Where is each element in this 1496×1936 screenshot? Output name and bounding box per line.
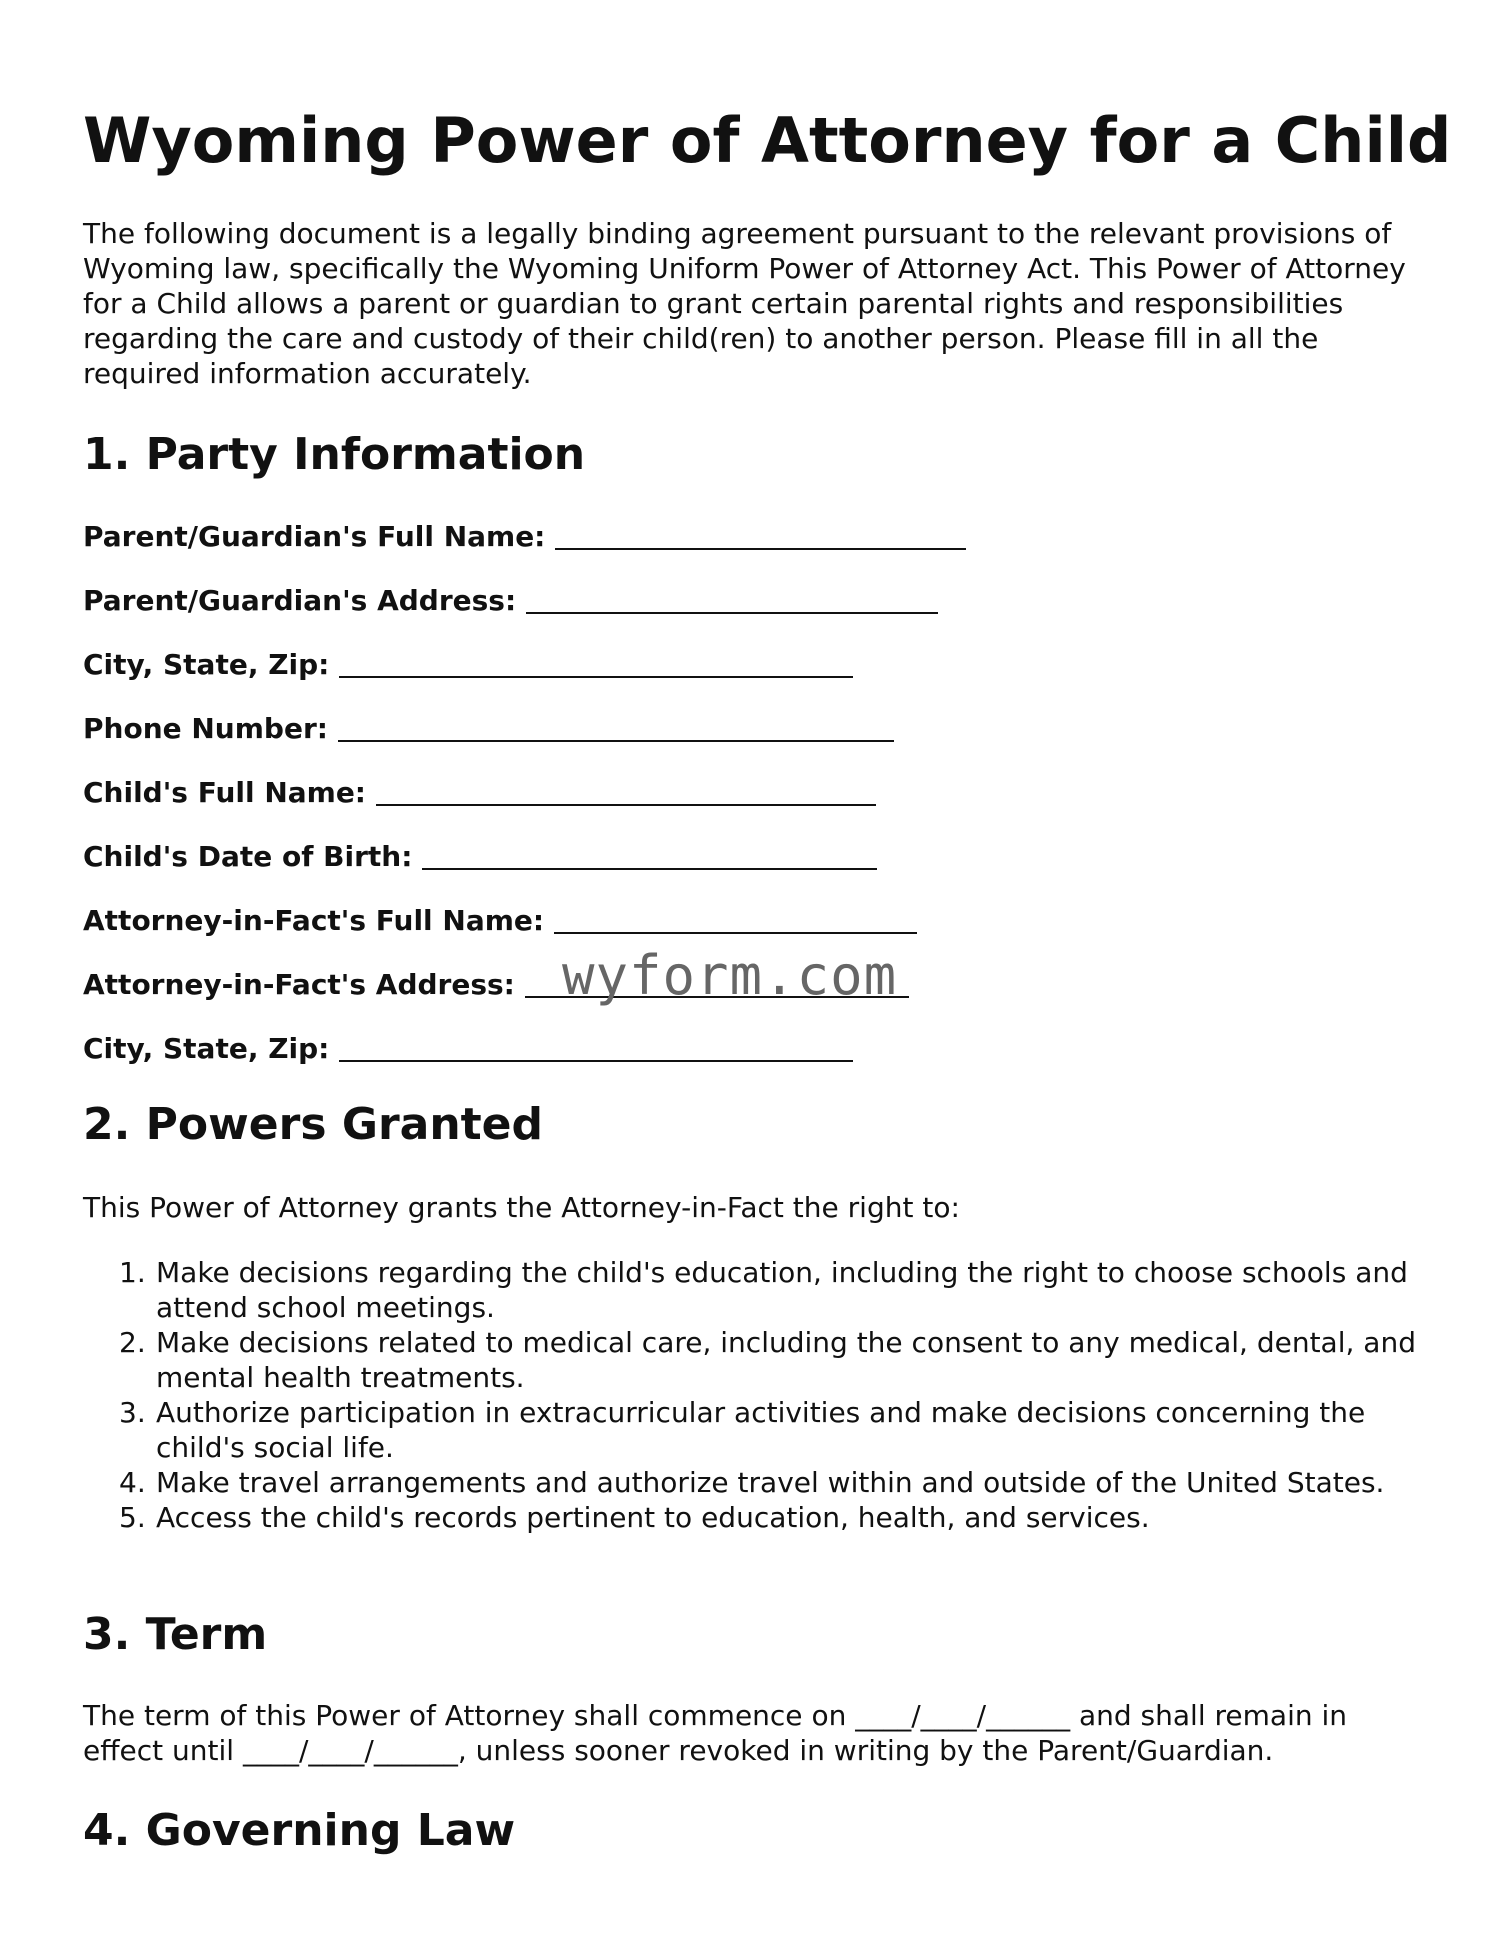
blank-line[interactable]: [526, 582, 938, 614]
list-item-text: Authorize participation in extracurricular activities and make decisions concerning the child's social life.: [156, 1396, 1366, 1464]
list-item-text: Make travel arrangements and authorize travel within and outside of the United States.: [156, 1466, 1385, 1499]
field-label: City, State, Zip:: [83, 648, 330, 681]
field-label: City, State, Zip:: [83, 1032, 330, 1065]
term-paragraph: The term of this Power of Attorney shall commence on ____/____/______ and shall remain in effect until ____/____/______, unless sooner revoked in writing by the Parent/Guardian.: [83, 1699, 1348, 1767]
parent-full-name-field[interactable]: [83, 514, 966, 554]
parent-address-field[interactable]: [83, 578, 938, 618]
attorney-full-name-field[interactable]: [83, 898, 917, 938]
list-item: [83, 1325, 1423, 1395]
intro-paragraph: The following document is a legally binding agreement pursuant to the relevant provisions of Wyoming law, specifically the Wyoming Uniform Power of Attorney Act. This Power of Attorney for a Child allows a parent or guardian to grant certain parental rights and responsibilities regarding the care and custody of their child(ren) to another person. Please fill in all the required information accurately.: [83, 217, 1406, 390]
field-label: Attorney-in-Fact's Address:: [83, 968, 515, 1001]
list-item-text: Access the child's records pertinent to education, health, and services.: [156, 1501, 1150, 1534]
section-heading-governing-law: 4. Governing Law: [83, 1805, 516, 1856]
blank-line[interactable]: [339, 1030, 853, 1062]
blank-line[interactable]: [554, 902, 917, 934]
document-title: Wyoming Power of Attorney for a Child: [83, 104, 1452, 177]
powers-list: [83, 1255, 1423, 1535]
list-item: [83, 1395, 1423, 1465]
field-label: Phone Number:: [83, 712, 328, 745]
parent-city-state-zip-field[interactable]: [83, 642, 853, 682]
list-item: [83, 1500, 1423, 1535]
list-number: 1.: [119, 1256, 146, 1289]
list-number: 4.: [119, 1466, 146, 1499]
list-item: [83, 1255, 1423, 1325]
list-item-text: Make decisions related to medical care, including the consent to any medical, dental, and mental health treatments.: [156, 1326, 1416, 1394]
blank-line[interactable]: [555, 518, 966, 550]
blank-line[interactable]: [339, 646, 853, 678]
child-date-of-birth-field[interactable]: [83, 834, 877, 874]
child-full-name-field[interactable]: [83, 770, 876, 810]
powers-intro: This Power of Attorney grants the Attorney-in-Fact the right to:: [83, 1191, 960, 1224]
blank-line[interactable]: [422, 838, 877, 870]
list-item: [83, 1465, 1423, 1500]
field-label: Child's Full Name:: [83, 776, 367, 809]
field-label: Parent/Guardian's Full Name:: [83, 520, 546, 553]
watermark-text: wyform.com: [562, 944, 898, 1007]
phone-number-field[interactable]: [83, 706, 894, 746]
field-label: Child's Date of Birth:: [83, 840, 413, 873]
attorney-city-state-zip-field[interactable]: [83, 1026, 853, 1066]
section-heading-term: 3. Term: [83, 1609, 268, 1660]
section-heading-powers-granted: 2. Powers Granted: [83, 1099, 544, 1150]
list-number: 5.: [119, 1501, 146, 1534]
blank-line[interactable]: [376, 774, 876, 806]
field-label: Attorney-in-Fact's Full Name:: [83, 904, 545, 937]
list-item-text: Make decisions regarding the child's education, including the right to choose schools and attend school meetings.: [156, 1256, 1408, 1324]
list-number: 3.: [119, 1396, 146, 1429]
field-label: Parent/Guardian's Address:: [83, 584, 517, 617]
section-heading-party-information: 1. Party Information: [83, 429, 586, 480]
list-number: 2.: [119, 1326, 146, 1359]
blank-line[interactable]: [338, 710, 894, 742]
